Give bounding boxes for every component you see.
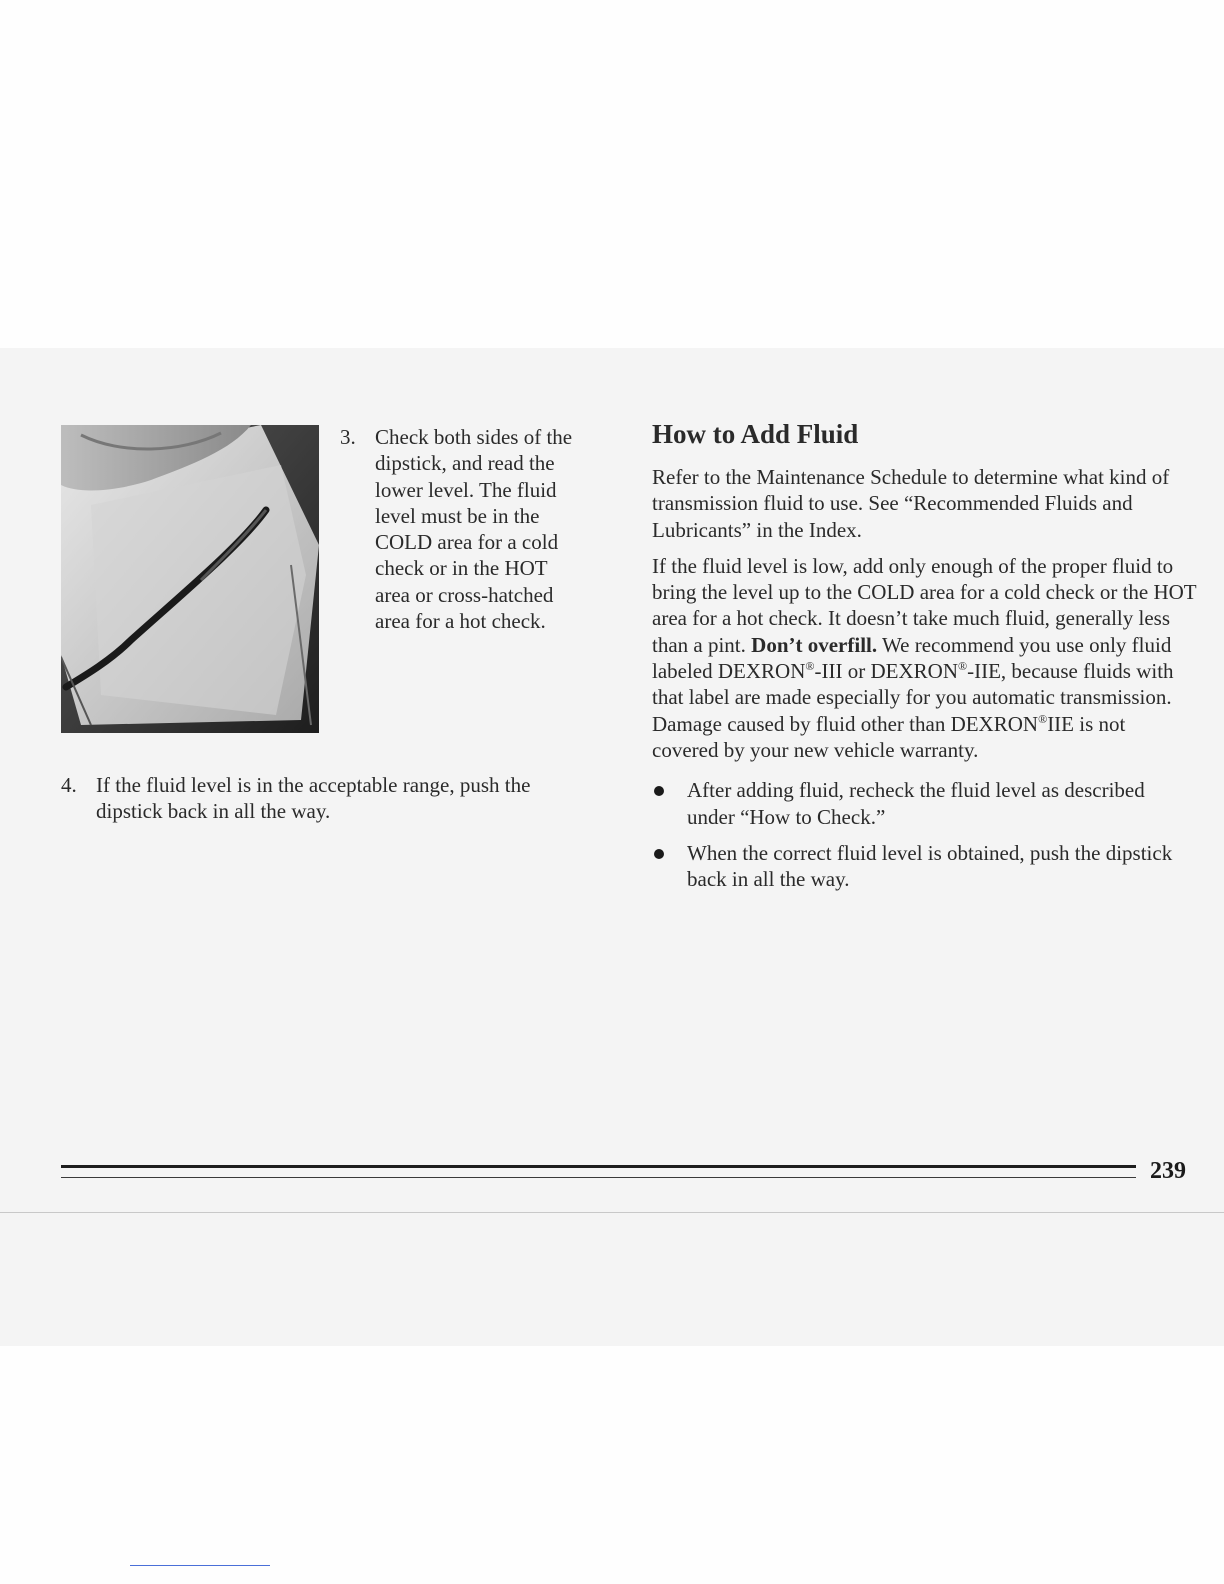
footer-rule-thin: [61, 1177, 1136, 1178]
low-fluid-text-2: We recommend you use only fluid labeled DEXRON: [652, 632, 1172, 684]
bullet-text-2: When the correct fluid level is obtained, push the dipstick back in all the way.: [687, 840, 1173, 892]
dipstick-photo: [61, 425, 319, 733]
page-number: 239: [1150, 1158, 1186, 1184]
low-fluid-text-1: If the fluid level is low, add only enough of the proper fluid to bring the level up to the COLD area for a cold check or the HOT area for a hot check. It doesn’t take much fluid, generally less than a pint.: [652, 553, 1197, 657]
dont-overfill-warning: Don’t overfill.: [751, 632, 878, 657]
step-3-text: Check both sides of the dipstick, and read the lower level. The fluid level must be in the COLD area for a cold check or in the HOT area or cross-hatched area for a hot check.: [375, 425, 573, 634]
list-item: [652, 777, 1197, 830]
bottom-underline: [130, 1565, 270, 1566]
step-4: [61, 772, 601, 825]
low-fluid-text-3: -III or DEXRON: [814, 659, 958, 684]
low-fluid-text-4: -IIE, because fluids with that label are made especially for you automatic transmission. Damage caused by fluid other than DEXRON: [652, 659, 1174, 736]
footer-rule-thick: [61, 1165, 1136, 1168]
scan-edge-line: [0, 1212, 1224, 1213]
paragraph-low-fluid: [652, 553, 1197, 763]
section-heading: How to Add Fluid: [652, 419, 859, 449]
list-item: [652, 840, 1197, 893]
bullet-text-1: After adding fluid, recheck the fluid level as described under “How to Check.”: [687, 778, 1145, 829]
registered-mark-1: ®: [805, 659, 815, 674]
step-3: [340, 424, 600, 634]
step-3-number: 3.: [340, 425, 356, 449]
bullet-list: [652, 777, 1197, 892]
paragraph-refer: Refer to the Maintenance Schedule to determine what kind of transmission fluid to use. See “Recommended Fluids and Lubricants” in the Index.: [652, 465, 1170, 542]
registered-mark-2: ®: [957, 659, 968, 674]
how-to-add-fluid-section: [652, 418, 1197, 902]
step-4-text: If the fluid level is in the acceptable range, push the dipstick back in all the way.: [96, 773, 531, 824]
registered-mark-3: ®: [1038, 711, 1048, 726]
bullet-icon: [654, 786, 664, 796]
bullet-icon: [654, 849, 664, 859]
step-4-number: 4.: [61, 773, 77, 797]
dipstick-photo-icon: [61, 425, 319, 733]
low-fluid-text-5: IIE is not covered by your new vehicle warranty.: [652, 711, 1126, 762]
